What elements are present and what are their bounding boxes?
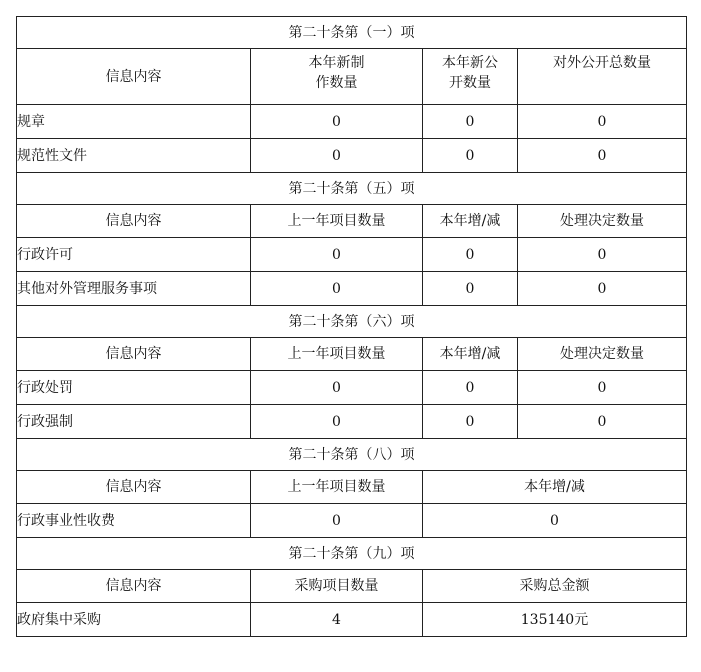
- header-cell: 信息内容: [17, 570, 251, 603]
- row-label: 规范性文件: [17, 139, 251, 173]
- value-cell: 0: [251, 504, 423, 538]
- section-title: 第二十条第（八）项: [17, 439, 687, 471]
- value-cell: 0: [518, 105, 687, 139]
- value-cell: 0: [251, 371, 423, 405]
- value-cell: 135140元: [423, 603, 687, 637]
- value-cell: 0: [423, 405, 518, 439]
- header-row: [17, 338, 687, 371]
- value-cell: 0: [251, 139, 423, 173]
- header-row: [17, 570, 687, 603]
- header-cell: 采购总金额: [423, 570, 687, 603]
- header-cell: 信息内容: [17, 471, 251, 504]
- header-cell: 信息内容: [17, 338, 251, 371]
- header-cell: 信息内容: [17, 205, 251, 238]
- header-cell: [423, 49, 518, 105]
- section-title-row: [17, 173, 687, 205]
- section-title-row: [17, 538, 687, 570]
- header-cell: 上一年项目数量: [251, 205, 423, 238]
- header-cell: 上一年项目数量: [251, 338, 423, 371]
- value-cell: 4: [251, 603, 423, 637]
- table-row: [17, 105, 687, 139]
- table-row: [17, 272, 687, 306]
- header-cell: 采购项目数量: [251, 570, 423, 603]
- row-label: 行政强制: [17, 405, 251, 439]
- row-label: 行政处罚: [17, 371, 251, 405]
- value-cell: 0: [423, 238, 518, 272]
- row-label: 政府集中采购: [17, 603, 251, 637]
- value-cell: 0: [251, 105, 423, 139]
- table-row: [17, 238, 687, 272]
- value-cell: 0: [518, 139, 687, 173]
- table-row: [17, 504, 687, 538]
- value-cell: 0: [423, 139, 518, 173]
- table-row: [17, 405, 687, 439]
- section-title: 第二十条第（一）项: [17, 17, 687, 49]
- header-cell: [251, 49, 423, 105]
- row-label: 行政事业性收费: [17, 504, 251, 538]
- header-cell: 上一年项目数量: [251, 471, 423, 504]
- disclosure-report-table: [16, 16, 687, 637]
- header-line: 本年新公: [442, 55, 498, 71]
- header-cell: 处理决定数量: [518, 205, 687, 238]
- header-line: 本年新制: [308, 55, 365, 71]
- header-cell: 本年增/减: [423, 338, 518, 371]
- value-cell: 0: [423, 105, 518, 139]
- header-row: [17, 471, 687, 504]
- header-line: 开数量: [449, 75, 491, 91]
- value-cell: 0: [518, 371, 687, 405]
- value-cell: 0: [518, 272, 687, 306]
- header-cell: 对外公开总数量: [518, 49, 687, 105]
- row-label: 规章: [17, 105, 251, 139]
- section-title-row: [17, 439, 687, 471]
- value-cell: 0: [251, 238, 423, 272]
- header-cell: 本年增/减: [423, 205, 518, 238]
- section-title: 第二十条第（五）项: [17, 173, 687, 205]
- header-cell: 处理决定数量: [518, 338, 687, 371]
- section-title: 第二十条第（六）项: [17, 306, 687, 338]
- section-title: 第二十条第（九）项: [17, 538, 687, 570]
- value-cell: 0: [251, 272, 423, 306]
- section-title-row: [17, 17, 687, 49]
- row-label: 行政许可: [17, 238, 251, 272]
- row-label: 其他对外管理服务事项: [17, 272, 251, 306]
- table-row: [17, 371, 687, 405]
- header-cell: 信息内容: [17, 49, 251, 105]
- section-title-row: [17, 306, 687, 338]
- table-row: [17, 603, 687, 637]
- header-row: [17, 205, 687, 238]
- table-row: [17, 139, 687, 173]
- header-row: [17, 49, 687, 105]
- value-cell: 0: [423, 504, 687, 538]
- value-cell: 0: [251, 405, 423, 439]
- header-cell: 本年增/减: [423, 471, 687, 504]
- value-cell: 0: [518, 405, 687, 439]
- value-cell: 0: [423, 272, 518, 306]
- value-cell: 0: [423, 371, 518, 405]
- value-cell: 0: [518, 238, 687, 272]
- header-line: 作数量: [315, 75, 358, 91]
